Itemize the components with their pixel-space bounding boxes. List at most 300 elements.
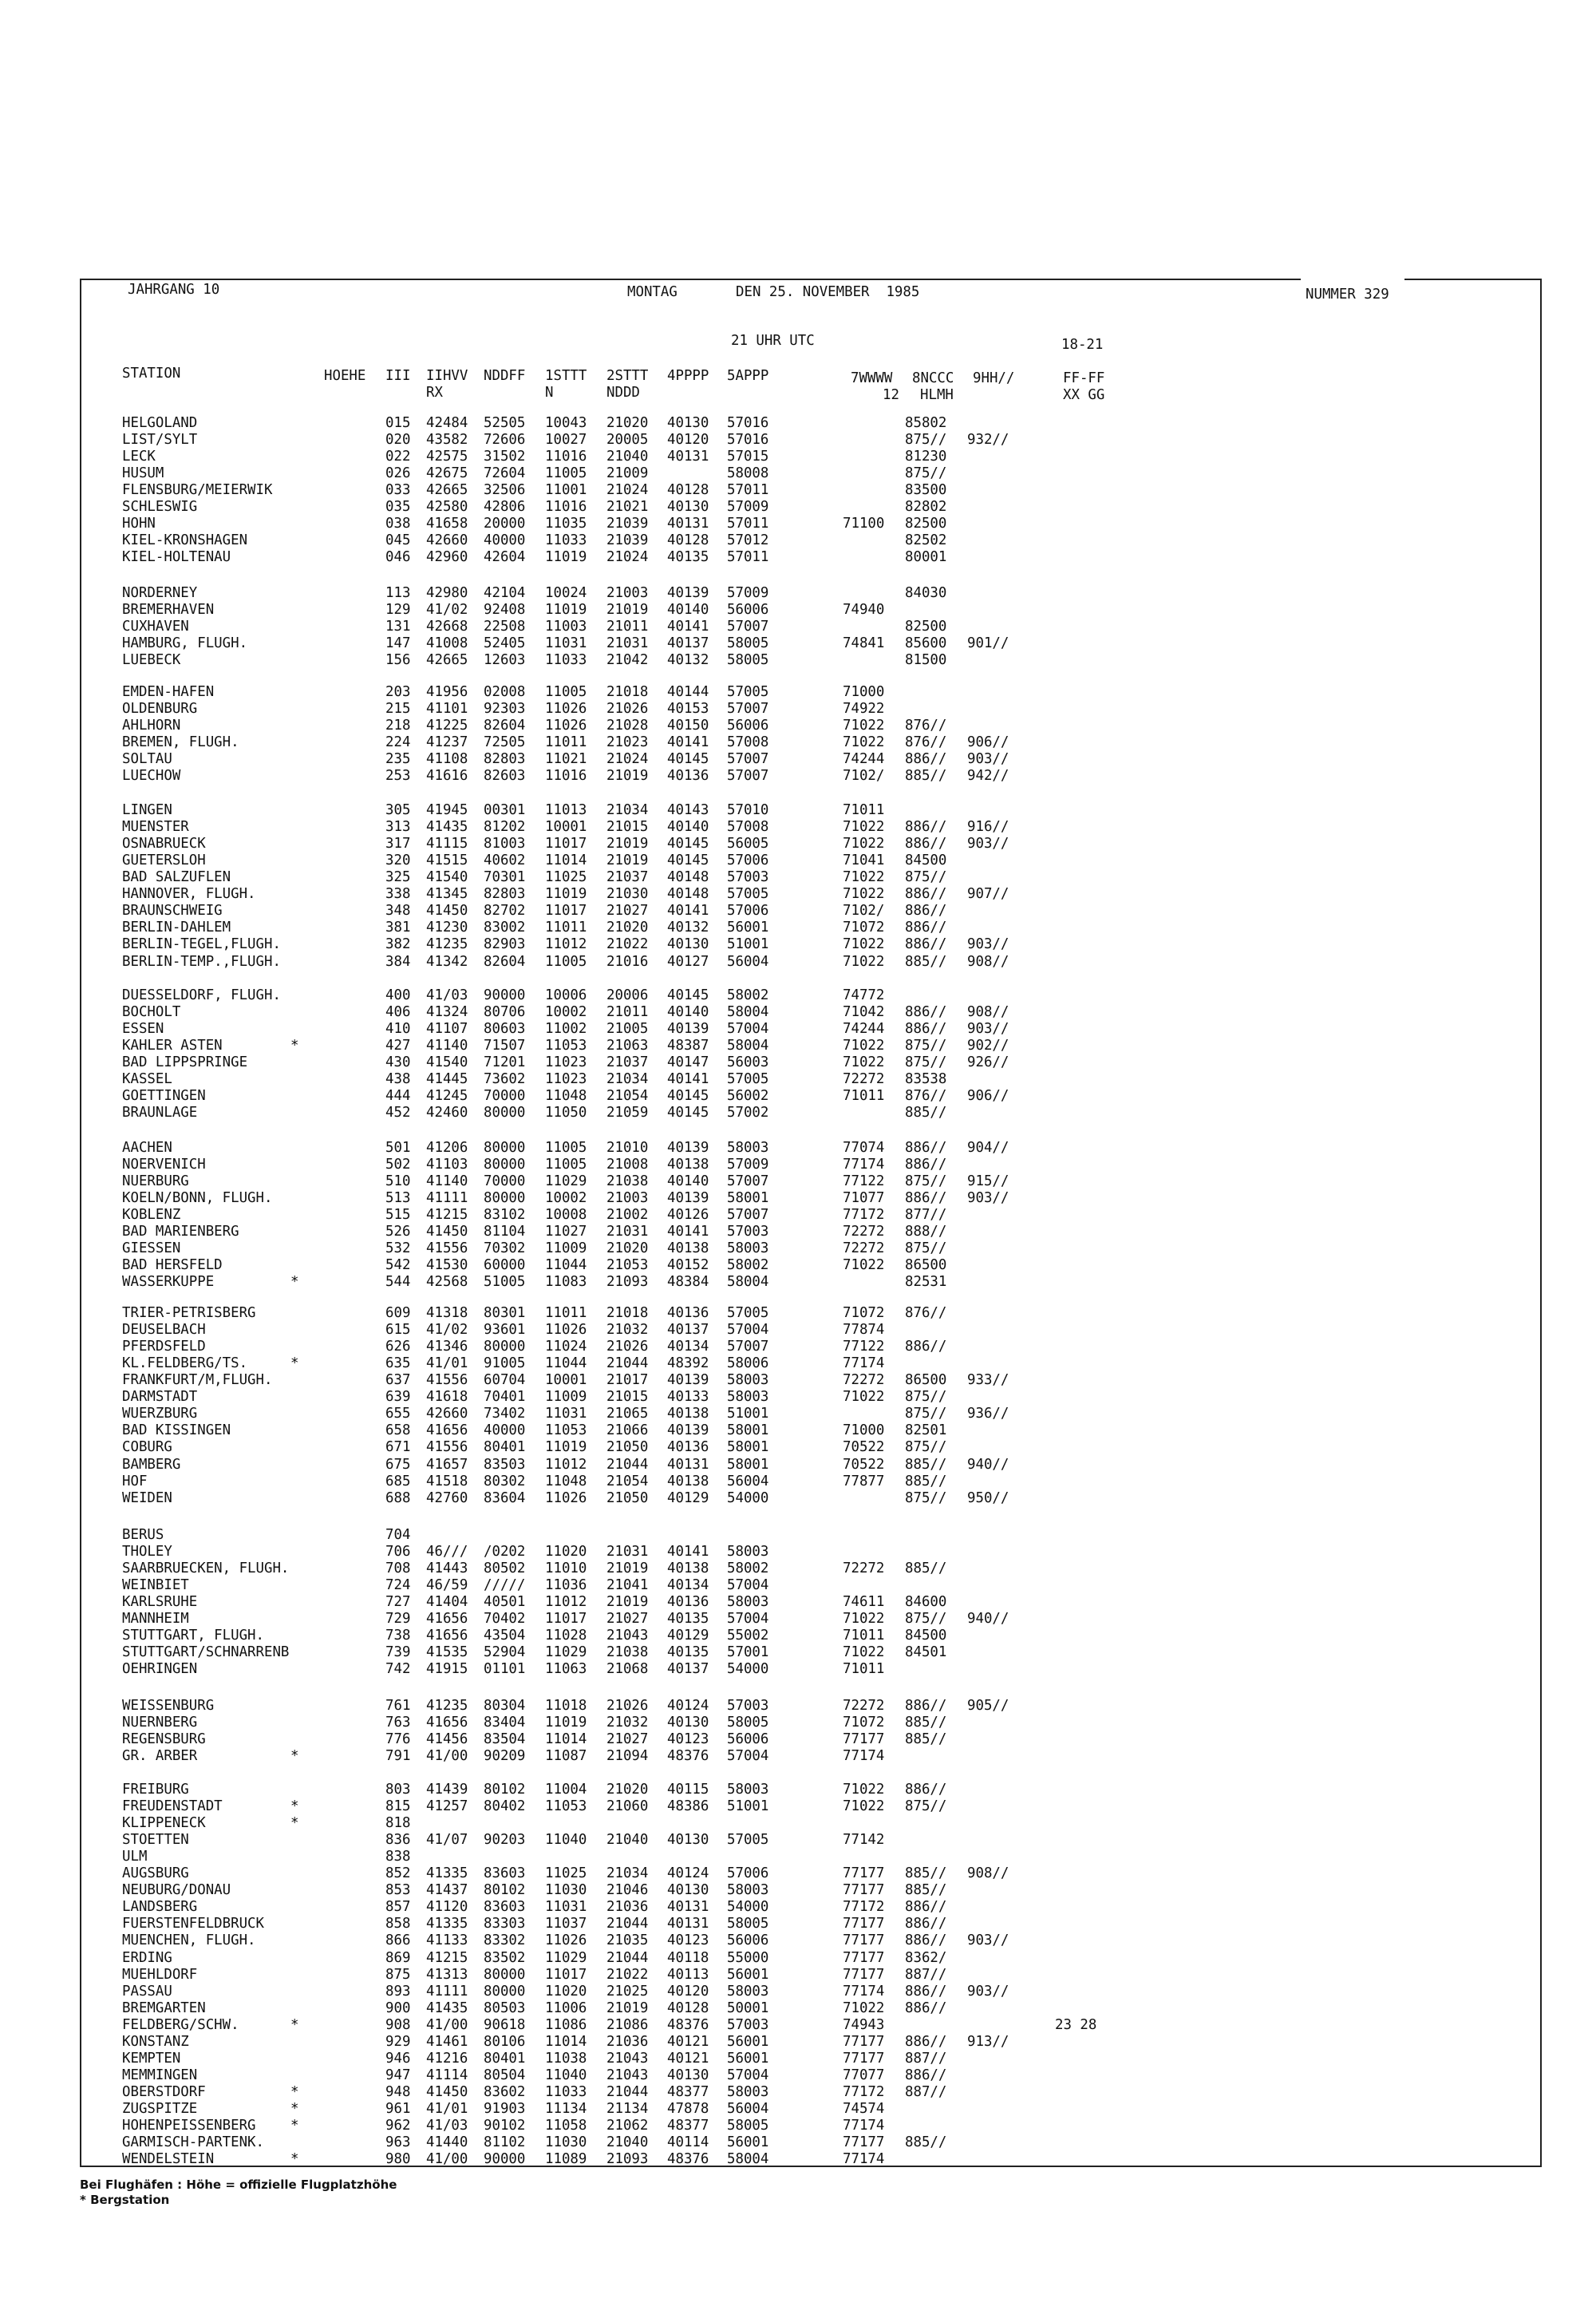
nccc8-cell: 886//: [905, 1983, 947, 2000]
appp5-cell: 58003: [727, 1389, 769, 1406]
pppp4-cell: 40120: [667, 1983, 709, 2000]
iihvv-cell: 41658: [426, 516, 468, 532]
station-name: REGENSBURG: [122, 1731, 206, 1748]
appp5-cell: 51001: [727, 1798, 769, 1815]
weekday-label: MONTAG: [627, 284, 678, 300]
nddff-cell: 80000: [484, 1339, 526, 1355]
nccc8-cell: 83538: [905, 1071, 947, 1088]
station-name: HANNOVER, FLUGH.: [122, 886, 256, 903]
hh9-cell: 926//: [967, 1054, 1009, 1071]
station-name: BAD KISSINGEN: [122, 1422, 231, 1439]
hh9-cell: 950//: [967, 1489, 1009, 1506]
sttt1-cell: 11010: [545, 1560, 587, 1577]
nccc8-cell: 885//: [905, 1456, 947, 1473]
nddff-cell: 02008: [484, 684, 526, 700]
nddff-cell: 82604: [484, 953, 526, 970]
nddff-cell: 83303: [484, 1916, 526, 1932]
iihvv-cell: 41656: [426, 1628, 468, 1644]
iihvv-cell: 42580: [426, 499, 468, 516]
sttt1-cell: 11019: [545, 886, 587, 903]
appp5-cell: 56006: [727, 718, 769, 734]
sttt2-cell: 21020: [606, 1782, 649, 1798]
iihvv-cell: 41456: [426, 1731, 468, 1748]
iii-cell: 532: [385, 1240, 411, 1257]
sttt1-cell: 11026: [545, 701, 587, 717]
wwww7-cell: 74574: [843, 2100, 885, 2117]
station-name: KLIPPENECK: [122, 1815, 206, 1832]
nccc8-cell: 886//: [905, 936, 947, 953]
nccc8-cell: 84501: [905, 1644, 947, 1661]
station-name: OBERSTDORF: [122, 2083, 206, 2100]
iii-cell: 948: [385, 2083, 411, 2100]
appp5-cell: 57007: [727, 1207, 769, 1224]
sttt1-cell: 11063: [545, 1661, 587, 1678]
sttt1-cell: 11009: [545, 1389, 587, 1406]
sttt2-cell: 20005: [606, 432, 649, 448]
wwww7-cell: 71022: [843, 1611, 885, 1628]
iihvv-cell: 46/59: [426, 1577, 468, 1594]
nccc8-cell: 82502: [905, 532, 947, 549]
sttt1-cell: 11014: [545, 1731, 587, 1748]
station-name: FLENSBURG/MEIERWIK: [122, 482, 273, 499]
iii-cell: 869: [385, 1949, 411, 1966]
station-name: OLDENBURG: [122, 701, 198, 717]
iihvv-cell: 42568: [426, 1274, 468, 1291]
pppp4-cell: 40136: [667, 1439, 709, 1456]
pppp4-cell: 40140: [667, 819, 709, 835]
sttt2-cell: 21024: [606, 482, 649, 499]
pppp4-cell: 40139: [667, 1021, 709, 1038]
station-name: ZUGSPITZE: [122, 2100, 198, 2117]
pppp4-cell: 48377: [667, 2083, 709, 2100]
sttt2-cell: 21053: [606, 1257, 649, 1274]
station-name: GIESSEN: [122, 1240, 181, 1257]
station-name: GOETTINGEN: [122, 1088, 206, 1105]
hh9-cell: 940//: [967, 1456, 1009, 1473]
sttt2-cell: 21027: [606, 1611, 649, 1628]
iii-cell: 838: [385, 1849, 411, 1865]
wwww7-cell: 77174: [843, 1355, 885, 1372]
nddff-cell: 51005: [484, 1274, 526, 1291]
iihvv-cell: 41/01: [426, 1355, 468, 1372]
wwww7-cell: 71022: [843, 718, 885, 734]
pppp4-cell: 40141: [667, 619, 709, 635]
nddff-cell: /////: [484, 1577, 526, 1594]
station-name: COBURG: [122, 1439, 172, 1456]
hh9-cell: 907//: [967, 886, 1009, 903]
iii-cell: 639: [385, 1389, 411, 1406]
pppp4-cell: 40128: [667, 532, 709, 549]
appp5-cell: 57007: [727, 619, 769, 635]
iii-cell: 875: [385, 1966, 411, 1983]
hh9-cell: 903//: [967, 836, 1009, 852]
sttt2-cell: 21026: [606, 1339, 649, 1355]
appp5-cell: 57011: [727, 516, 769, 532]
sttt1-cell: 11025: [545, 869, 587, 886]
station-name: MUENCHEN, FLUGH.: [122, 1932, 256, 1949]
sttt1-cell: 10008: [545, 1207, 587, 1224]
sttt2-cell: 21062: [606, 2118, 649, 2134]
hh9-cell: 903//: [967, 751, 1009, 768]
nddff-cell: 73602: [484, 1071, 526, 1088]
nddff-cell: 80000: [484, 1983, 526, 2000]
appp5-cell: 57011: [727, 482, 769, 499]
wwww7-cell: 70522: [843, 1439, 885, 1456]
sttt1-cell: 11014: [545, 852, 587, 869]
pppp4-cell: 40139: [667, 1190, 709, 1207]
sttt1-cell: 11018: [545, 1698, 587, 1714]
appp5-cell: 57006: [727, 1865, 769, 1882]
wwww7-cell: 71022: [843, 953, 885, 970]
sttt2-cell: 21060: [606, 1798, 649, 1815]
nddff-cell: 40501: [484, 1594, 526, 1611]
wwww7-cell: 74244: [843, 751, 885, 768]
nddff-cell: 90102: [484, 2118, 526, 2134]
hh9-cell: 932//: [967, 432, 1009, 448]
sttt1-cell: 11058: [545, 2118, 587, 2134]
nddff-cell: 71201: [484, 1054, 526, 1071]
sttt1-cell: 11016: [545, 768, 587, 785]
iihvv-cell: 41324: [426, 1004, 468, 1020]
hh9-cell: 906//: [967, 734, 1009, 751]
sttt2-cell: 21066: [606, 1422, 649, 1439]
iihvv-cell: 42665: [426, 482, 468, 499]
appp5-cell: 57001: [727, 1644, 769, 1661]
station-name: SAARBRUECKEN, FLUGH.: [122, 1560, 290, 1577]
appp5-cell: 57016: [727, 432, 769, 448]
appp5-cell: 57005: [727, 1832, 769, 1849]
appp5-cell: 57003: [727, 1698, 769, 1714]
appp5-cell: 56005: [727, 836, 769, 852]
nccc8-cell: 888//: [905, 1224, 947, 1240]
sttt2-cell: 21031: [606, 1224, 649, 1240]
nccc8-cell: 876//: [905, 1088, 947, 1105]
mountain-marker: *: [290, 1798, 299, 1815]
station-name: KOBLENZ: [122, 1207, 181, 1224]
nddff-cell: 80000: [484, 1157, 526, 1173]
iii-cell: 908: [385, 2016, 411, 2033]
footnote-mountain: * Bergstation: [80, 2193, 170, 2207]
nccc8-cell: 877//: [905, 1207, 947, 1224]
iii-cell: 410: [385, 1021, 411, 1038]
station-name: CUXHAVEN: [122, 619, 189, 635]
station-name: KAHLER ASTEN: [122, 1038, 223, 1054]
iihvv-cell: 41518: [426, 1473, 468, 1489]
nccc8-cell: 886//: [905, 1190, 947, 1207]
sttt2-cell: 21026: [606, 701, 649, 717]
header-4pppp: 4PPPP: [667, 368, 709, 384]
header-nddff: NDDFF: [484, 368, 526, 384]
report-frame: [80, 279, 1542, 2167]
iihvv-cell: 41556: [426, 1439, 468, 1456]
station-name: HOF: [122, 1473, 148, 1489]
appp5-cell: 57009: [727, 1157, 769, 1173]
pppp4-cell: 40140: [667, 1004, 709, 1020]
iii-cell: 980: [385, 2151, 411, 2168]
sttt1-cell: 11134: [545, 2100, 587, 2117]
station-name: FUERSTENFELDBRUCK: [122, 1916, 264, 1932]
nddff-cell: 70000: [484, 1088, 526, 1105]
wwww7-cell: 71100: [843, 516, 885, 532]
pppp4-cell: 40136: [667, 768, 709, 785]
appp5-cell: 57010: [727, 802, 769, 818]
wwww7-cell: 71072: [843, 1715, 885, 1731]
header-8nccc: 8NCCC: [912, 370, 954, 386]
iii-cell: 526: [385, 1224, 411, 1240]
appp5-cell: 57011: [727, 549, 769, 566]
sttt2-cell: 21019: [606, 2000, 649, 2016]
nccc8-cell: 885//: [905, 2134, 947, 2151]
pppp4-cell: 40133: [667, 1389, 709, 1406]
sttt2-cell: 21036: [606, 1899, 649, 1916]
station-name: HOHN: [122, 516, 156, 532]
iii-cell: 675: [385, 1456, 411, 1473]
iii-cell: 045: [385, 532, 411, 549]
appp5-cell: 58005: [727, 1916, 769, 1932]
appp5-cell: 55002: [727, 1628, 769, 1644]
station-name: NOERVENICH: [122, 1157, 206, 1173]
wwww7-cell: 71022: [843, 886, 885, 903]
sttt2-cell: 21022: [606, 1966, 649, 1983]
station-name: HAMBURG, FLUGH.: [122, 635, 248, 652]
nccc8-cell: 875//: [905, 1389, 947, 1406]
wwww7-cell: 72272: [843, 1224, 885, 1240]
sttt2-cell: 21043: [606, 1628, 649, 1644]
pppp4-cell: 48376: [667, 2151, 709, 2168]
sttt1-cell: 10002: [545, 1190, 587, 1207]
iihvv-cell: 41437: [426, 1882, 468, 1899]
nccc8-cell: 887//: [905, 1966, 947, 1983]
pppp4-cell: 40114: [667, 2134, 709, 2151]
iii-cell: 655: [385, 1406, 411, 1422]
nddff-cell: 80302: [484, 1473, 526, 1489]
nccc8-cell: 885//: [905, 1731, 947, 1748]
sttt2-cell: 21044: [606, 1916, 649, 1932]
nccc8-cell: 876//: [905, 718, 947, 734]
iihvv-cell: 41335: [426, 1916, 468, 1932]
sttt2-cell: 21019: [606, 602, 649, 618]
sttt1-cell: 11025: [545, 1865, 587, 1882]
sttt2-cell: 21040: [606, 2134, 649, 2151]
wwww7-cell: 71011: [843, 802, 885, 818]
iihvv-cell: 41318: [426, 1305, 468, 1321]
station-name: DEUSELBACH: [122, 1322, 206, 1338]
nddff-cell: 40000: [484, 1422, 526, 1439]
sttt2-cell: 21063: [606, 1038, 649, 1054]
mountain-marker: *: [290, 1038, 299, 1054]
sttt2-cell: 21041: [606, 1577, 649, 1594]
sttt1-cell: 11017: [545, 1966, 587, 1983]
sttt2-cell: 21134: [606, 2100, 649, 2117]
station-name: BREMGARTEN: [122, 2000, 206, 2016]
pppp4-cell: 40128: [667, 482, 709, 499]
station-name: WUERZBURG: [122, 1406, 198, 1422]
appp5-cell: 57016: [727, 415, 769, 431]
sttt2-cell: 21020: [606, 415, 649, 431]
iii-cell: 615: [385, 1322, 411, 1338]
sttt1-cell: 11050: [545, 1105, 587, 1121]
station-name: GR. ARBER: [122, 1748, 198, 1765]
nccc8-cell: 80001: [905, 549, 947, 566]
wwww7-cell: 7102/: [843, 768, 885, 785]
station-name: MUEHLDORF: [122, 1966, 198, 1983]
iihvv-cell: 41346: [426, 1339, 468, 1355]
nccc8-cell: 886//: [905, 1916, 947, 1932]
sttt2-cell: 21036: [606, 2033, 649, 2050]
appp5-cell: 57005: [727, 1305, 769, 1321]
iii-cell: 438: [385, 1071, 411, 1088]
iihvv-cell: 42675: [426, 465, 468, 482]
sttt2-cell: 21020: [606, 920, 649, 936]
appp5-cell: 57004: [727, 1577, 769, 1594]
station-name: DARMSTADT: [122, 1389, 198, 1406]
appp5-cell: 58003: [727, 1782, 769, 1798]
sttt1-cell: 11030: [545, 1882, 587, 1899]
wwww7-cell: 70522: [843, 1456, 885, 1473]
iii-cell: 381: [385, 920, 411, 936]
nddff-cell: 80000: [484, 1105, 526, 1121]
iii-cell: 510: [385, 1173, 411, 1190]
pppp4-cell: 40143: [667, 802, 709, 818]
iii-cell: 706: [385, 1544, 411, 1560]
appp5-cell: 57007: [727, 701, 769, 717]
iii-cell: 325: [385, 869, 411, 886]
sttt1-cell: 11030: [545, 2134, 587, 2151]
nccc8-cell: 84500: [905, 1628, 947, 1644]
wwww7-cell: 71022: [843, 1054, 885, 1071]
nddff-cell: 80102: [484, 1782, 526, 1798]
wwww7-cell: 71022: [843, 936, 885, 953]
sttt2-cell: 21028: [606, 718, 649, 734]
nddff-cell: 80504: [484, 2067, 526, 2083]
iii-cell: 253: [385, 768, 411, 785]
nddff-cell: 80304: [484, 1698, 526, 1714]
sttt2-cell: 21044: [606, 1456, 649, 1473]
pppp4-cell: 40145: [667, 836, 709, 852]
nddff-cell: 70301: [484, 869, 526, 886]
sttt1-cell: 11012: [545, 1456, 587, 1473]
appp5-cell: 56001: [727, 2134, 769, 2151]
pppp4-cell: 40135: [667, 1611, 709, 1628]
appp5-cell: 57008: [727, 734, 769, 751]
appp5-cell: 58004: [727, 1274, 769, 1291]
nddff-cell: 32506: [484, 482, 526, 499]
appp5-cell: 58001: [727, 1456, 769, 1473]
station-name: OSNABRUECK: [122, 836, 206, 852]
sttt1-cell: 11001: [545, 482, 587, 499]
iii-cell: 382: [385, 936, 411, 953]
pppp4-cell: 40121: [667, 2050, 709, 2067]
nddff-cell: 70000: [484, 1173, 526, 1190]
iii-cell: 946: [385, 2050, 411, 2067]
wwww7-cell: 72272: [843, 1372, 885, 1389]
station-name: AHLHORN: [122, 718, 181, 734]
nddff-cell: 83604: [484, 1489, 526, 1506]
appp5-cell: 57003: [727, 1224, 769, 1240]
hh9-cell: 916//: [967, 819, 1009, 835]
iii-cell: 947: [385, 2067, 411, 2083]
sttt2-cell: 21024: [606, 751, 649, 768]
pppp4-cell: 40148: [667, 886, 709, 903]
appp5-cell: 51001: [727, 1406, 769, 1422]
iihvv-cell: 41114: [426, 2067, 468, 2083]
iihvv-cell: 41656: [426, 1422, 468, 1439]
sttt2-cell: 21040: [606, 1832, 649, 1849]
iihvv-cell: 41101: [426, 701, 468, 717]
iihvv-cell: 41111: [426, 1983, 468, 2000]
nddff-cell: 90209: [484, 1748, 526, 1765]
iihvv-cell: 42760: [426, 1489, 468, 1506]
sttt2-cell: 21015: [606, 819, 649, 835]
iii-cell: 836: [385, 1832, 411, 1849]
nccc8-cell: 885//: [905, 1715, 947, 1731]
sttt1-cell: 10001: [545, 1372, 587, 1389]
sttt2-cell: 21008: [606, 1157, 649, 1173]
iihvv-cell: 41618: [426, 1389, 468, 1406]
header-7wwww: 7WWWW: [851, 370, 893, 386]
appp5-cell: 57004: [727, 1021, 769, 1038]
pppp4-cell: 40130: [667, 1832, 709, 1849]
nddff-cell: 83603: [484, 1899, 526, 1916]
nccc8-cell: 875//: [905, 432, 947, 448]
iihvv-cell: 41/02: [426, 602, 468, 618]
header-2sttt: 2STTT: [606, 368, 649, 384]
appp5-cell: 54000: [727, 1899, 769, 1916]
pppp4-cell: 40127: [667, 953, 709, 970]
nddff-cell: 12603: [484, 652, 526, 669]
pppp4-cell: 48376: [667, 1748, 709, 1765]
mountain-marker: *: [290, 2100, 299, 2117]
station-name: NUERBURG: [122, 1173, 189, 1190]
sttt2-cell: 21010: [606, 1140, 649, 1156]
header-ff: FF-FF: [1063, 370, 1105, 386]
nddff-cell: 40602: [484, 852, 526, 869]
iihvv-cell: 41115: [426, 836, 468, 852]
nccc8-cell: 886//: [905, 1157, 947, 1173]
sttt1-cell: 11004: [545, 1782, 587, 1798]
pppp4-cell: 40123: [667, 1731, 709, 1748]
nddff-cell: 80106: [484, 2033, 526, 2050]
iii-cell: 384: [385, 953, 411, 970]
nccc8-cell: 82802: [905, 499, 947, 516]
sttt2-cell: 21026: [606, 1698, 649, 1714]
nccc8-cell: 886//: [905, 886, 947, 903]
iihvv-cell: 41443: [426, 1560, 468, 1577]
header-ff-sub: XX GG: [1063, 387, 1105, 403]
nddff-cell: 52505: [484, 415, 526, 431]
iii-cell: 853: [385, 1882, 411, 1899]
nddff-cell: 60704: [484, 1372, 526, 1389]
sttt2-cell: 21044: [606, 1355, 649, 1372]
wwww7-cell: 74841: [843, 635, 885, 652]
pppp4-cell: 40129: [667, 1628, 709, 1644]
appp5-cell: 57003: [727, 2016, 769, 2033]
appp5-cell: 57007: [727, 751, 769, 768]
sttt1-cell: 11005: [545, 1157, 587, 1173]
station-name: BERLIN-DAHLEM: [122, 920, 231, 936]
nddff-cell: 81104: [484, 1224, 526, 1240]
nccc8-cell: 886//: [905, 1004, 947, 1020]
iihvv-cell: 41657: [426, 1456, 468, 1473]
pppp4-cell: 40139: [667, 1140, 709, 1156]
sttt1-cell: 11053: [545, 1422, 587, 1439]
nddff-cell: 43504: [484, 1628, 526, 1644]
sttt1-cell: 10006: [545, 987, 587, 1003]
pppp4-cell: 40131: [667, 1916, 709, 1932]
appp5-cell: 56006: [727, 1731, 769, 1748]
wwww7-cell: 77177: [843, 1882, 885, 1899]
wwww7-cell: 77077: [843, 2067, 885, 2083]
